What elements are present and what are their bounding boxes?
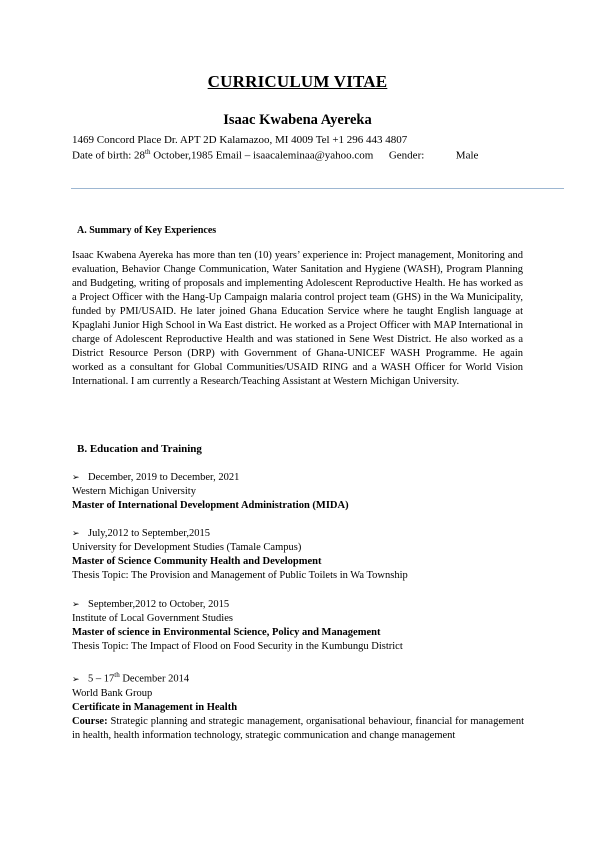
entry-date-prefix: 5 – 17	[88, 673, 115, 685]
education-heading: B. Education and Training	[77, 443, 202, 455]
education-entry	[72, 668, 524, 743]
header-divider	[71, 188, 564, 189]
course-text: Strategic planning and strategic management, organisational behaviour, financial for management in health, health information technology, strategic communication and change management	[72, 715, 524, 741]
entry-course	[72, 715, 524, 743]
entry-date: December, 2019 to December, 2021	[88, 472, 240, 483]
entry-thesis: Thesis Topic: The Impact of Flood on Food Security in the Kumbungu District	[72, 641, 403, 652]
dob-email: October,1985 Email – isaacaleminaa@yahoo.com	[150, 149, 374, 162]
dob-email-line	[72, 148, 478, 162]
entry-degree: Master of International Development Administration (MIDA)	[72, 500, 349, 511]
dob-superscript: th	[145, 148, 151, 156]
gender-label: Gender:	[388, 149, 425, 162]
gender-value: Male	[455, 149, 479, 162]
arrowhead-bullet-icon: ➢	[72, 473, 80, 483]
entry-degree: Master of science in Environmental Science, Policy and Management	[72, 627, 381, 638]
education-entry	[72, 471, 524, 513]
education-entry	[72, 527, 524, 583]
course-label: Course:	[72, 715, 108, 727]
entry-degree: Certificate in Management in Health	[72, 701, 238, 713]
entry-institution: Institute of Local Government Studies	[72, 613, 233, 624]
address-line: 1469 Concord Place Dr. APT 2D Kalamazoo, MI 4009 Tel +1 296 443 4807	[72, 134, 408, 146]
education-entry	[72, 598, 524, 654]
arrowhead-bullet-icon: ➢	[72, 529, 80, 539]
arrowhead-bullet-icon: ➢	[72, 674, 80, 685]
entry-date-rest: December 2014	[119, 673, 190, 685]
entry-institution: World Bank Group	[72, 687, 153, 699]
entry-institution: Western Michigan University	[72, 486, 196, 497]
summary-heading: A. Summary of Key Experiences	[77, 225, 217, 236]
entry-thesis: Thesis Topic: The Provision and Management of Public Toilets in Wa Township	[72, 570, 408, 581]
entry-date: September,2012 to October, 2015	[88, 599, 230, 610]
entry-degree: Master of Science Community Health and Development	[72, 556, 322, 567]
entry-institution: University for Development Studies (Tamale Campus)	[72, 542, 302, 553]
entry-date: July,2012 to September,2015	[88, 528, 210, 539]
dob-prefix: Date of birth: 28	[72, 149, 146, 162]
summary-text: Isaac Kwabena Ayereka has more than ten (10) years’ experience in: Project management, Monitoring and evaluation, Behavior Change Communication, Water Sanitation and Hygiene (WASH), Program Planning and Budgeting, writing of proposals and implementing Adolescent Reproductive Health. He has worked as a Project Officer with the Hang-Up Campaign malaria control project team (GHS) in the Wa Municipality, funded by PMI/USAID. He later joined Ghana Education Service where he taught English language at Kpaglahi Junior High School in Wa East district. He worked as a Project Officer with MAP International in charge of Adolescent Reproductive Health and was stationed in Sene West District. He also worked as a District Resource Person (DRP) with Government of Ghana-UNICEF WASH Programme. He again worked as a consultant for Global Communities/USAID RING and a WASH Officer for World Vision International. I am currently a Research/Teaching Assistant at Western Michigan University.	[72, 250, 523, 387]
entry-date-superscript: th	[114, 671, 120, 679]
arrowhead-bullet-icon: ➢	[72, 600, 80, 610]
candidate-name: Isaac Kwabena Ayereka	[223, 112, 372, 128]
document-title: CURRICULUM VITAE	[207, 72, 388, 91]
